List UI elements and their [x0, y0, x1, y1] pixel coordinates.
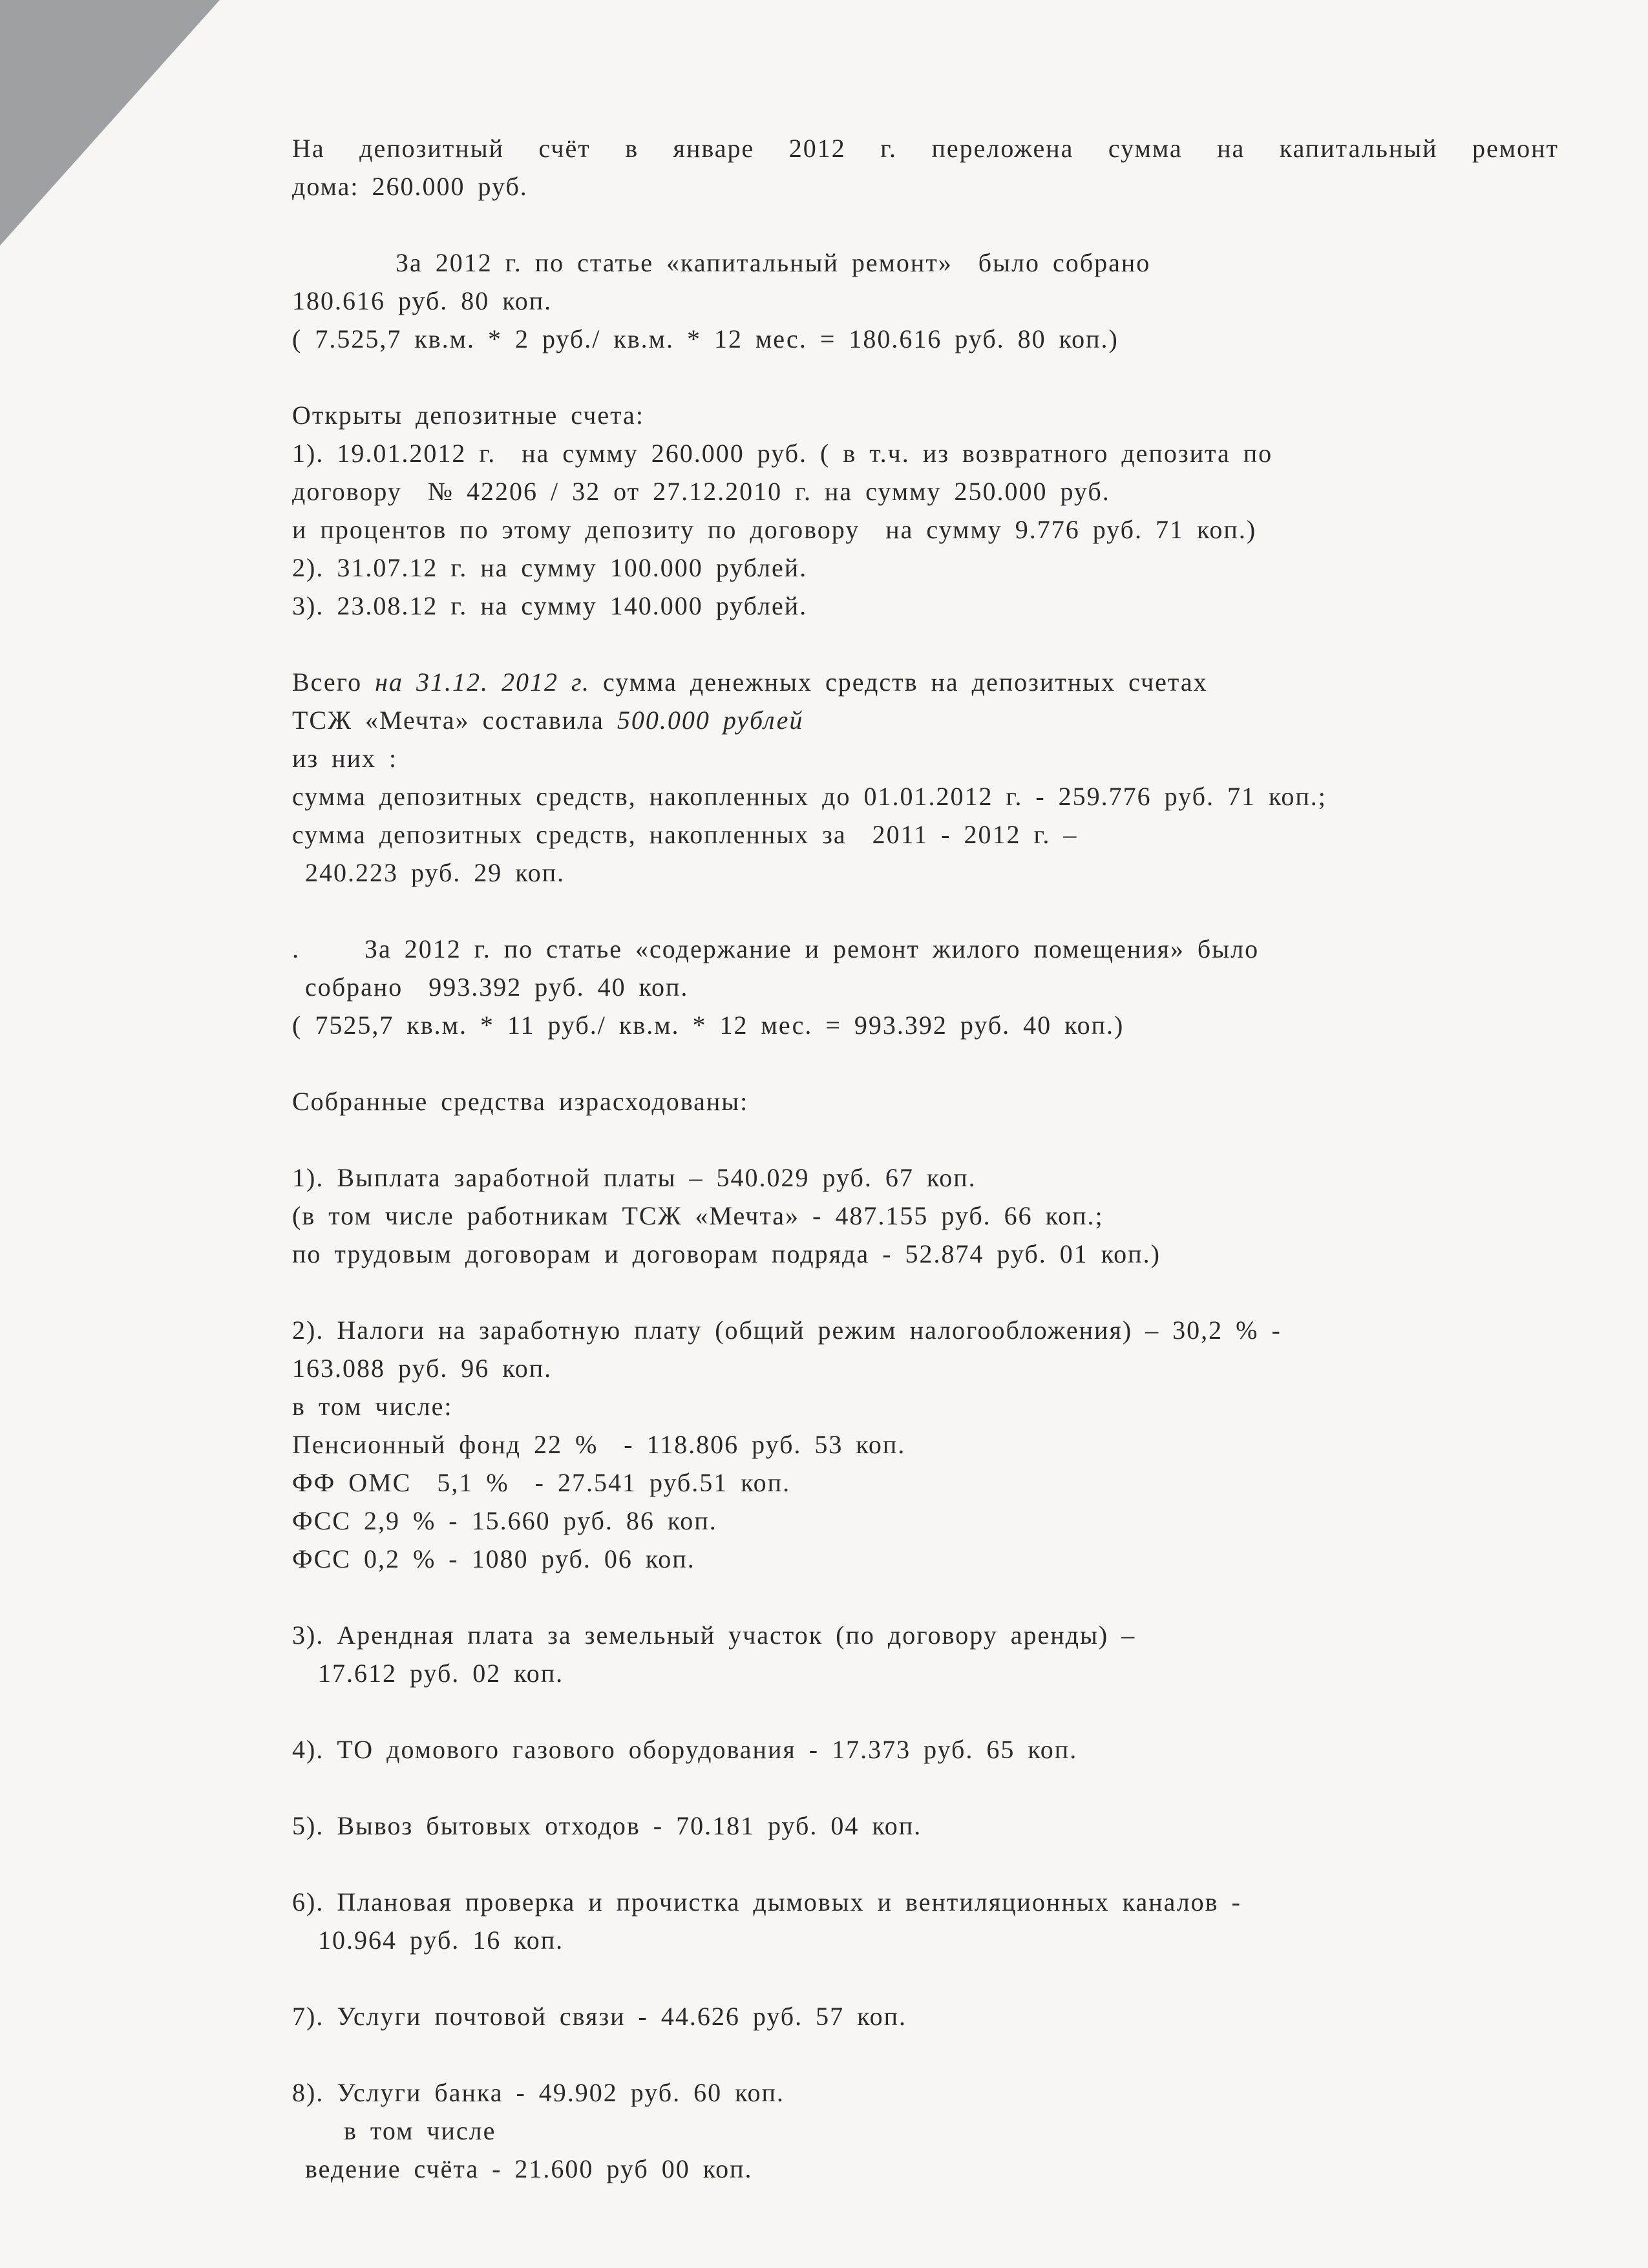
text-segment: ТСЖ «Мечта» составила	[292, 706, 617, 735]
text-segment: 1). 19.01.2012 г. на сумму 260.000 руб. ( в т.ч. из возвратного депозита по	[292, 439, 1273, 468]
text-segment: Пенсионный фонд 22 % - 118.806 руб. 53 коп.	[292, 1430, 906, 1459]
text-line	[292, 1349, 1559, 1387]
text-line	[292, 1540, 1559, 1578]
text-line	[292, 1311, 1559, 1349]
text-line	[292, 1006, 1559, 1044]
blank-line	[292, 2035, 1559, 2074]
text-segment: 2). 31.07.12 г. на сумму 100.000 рублей.	[292, 553, 808, 582]
text-line	[292, 815, 1559, 854]
text-line	[292, 968, 1559, 1006]
text-segment: дома: 260.000 руб.	[292, 172, 528, 201]
text-segment: в том числе	[292, 2116, 496, 2145]
text-line	[292, 1654, 1559, 1692]
text-line	[292, 2150, 1559, 2188]
text-segment: 5). Вывоз бытовых отходов - 70.181 руб. 04 коп.	[292, 1811, 922, 1840]
blank-line	[292, 1120, 1559, 1159]
text-line	[292, 167, 1559, 205]
text-segment: и процентов по этому депозиту по договору на сумму 9.776 руб. 71 коп.)	[292, 515, 1257, 544]
text-segment: ( 7.525,7 кв.м. * 2 руб./ кв.м. * 12 мес. = 180.616 руб. 80 коп.)	[292, 324, 1119, 353]
text-segment: ФСС 0,2 % - 1080 руб. 06 коп.	[292, 1544, 695, 1573]
text-line	[292, 854, 1559, 892]
blank-line	[292, 1273, 1559, 1311]
text-line	[292, 244, 1559, 282]
text-segment: сумма депозитных средств, накопленных до 01.01.2012 г. - 259.776 руб. 71 коп.;	[292, 782, 1327, 811]
text-segment: 180.616 руб. 80 коп.	[292, 286, 553, 315]
text-segment: 7). Услуги почтовой связи - 44.626 руб. 57 коп.	[292, 2002, 907, 2031]
text-line	[292, 1616, 1559, 1654]
text-segment: 3). Арендная плата за земельный участок (по договору аренды) –	[292, 1621, 1136, 1650]
text-line	[292, 1387, 1559, 1425]
blank-line	[292, 625, 1559, 663]
folded-corner-shadow	[0, 0, 220, 246]
text-segment: ФФ ОМС 5,1 % - 27.541 руб.51 коп.	[292, 1468, 791, 1497]
text-segment: ( 7525,7 кв.м. * 11 руб./ кв.м. * 12 мес. = 993.392 руб. 40 коп.)	[292, 1011, 1125, 1040]
blank-line	[292, 1044, 1559, 1082]
text-segment: ведение счёта - 21.600 руб 00 коп.	[292, 2154, 753, 2183]
text-line	[292, 1997, 1559, 2035]
blank-line	[292, 1845, 1559, 1883]
text-segment: 2). Налоги на заработную плату (общий режим налогообложения) – 30,2 % -	[292, 1316, 1282, 1345]
text-segment: . За 2012 г. по статье «содержание и ремонт жилого помещения» было	[292, 934, 1260, 963]
text-line	[292, 2074, 1559, 2112]
text-line	[292, 587, 1559, 625]
text-segment: из них :	[292, 744, 398, 773]
text-segment: в том числе:	[292, 1392, 453, 1421]
text-line	[292, 1883, 1559, 1921]
italic-text: 500.000 рублей	[617, 706, 804, 735]
text-line	[292, 510, 1559, 549]
blank-line	[292, 358, 1559, 396]
text-segment: Собранные средства израсходованы:	[292, 1087, 749, 1116]
text-line	[292, 472, 1559, 510]
text-line	[292, 930, 1559, 968]
text-segment: 163.088 руб. 96 коп.	[292, 1354, 553, 1383]
text-segment: 4). ТО домового газового оборудования - 17.373 руб. 65 коп.	[292, 1735, 1078, 1764]
blank-line	[292, 1769, 1559, 1807]
blank-line	[292, 892, 1559, 930]
blank-line	[292, 205, 1559, 244]
text-segment: сумма денежных средств на депозитных счетах	[590, 667, 1208, 697]
blank-line	[292, 1959, 1559, 1997]
text-segment: собрано 993.392 руб. 40 коп.	[292, 972, 689, 1002]
text-segment: 17.612 руб. 02 коп.	[292, 1659, 564, 1688]
text-line	[292, 1235, 1559, 1273]
text-segment: 240.223 руб. 29 коп.	[292, 858, 565, 887]
text-segment: 10.964 руб. 16 коп.	[292, 1926, 564, 1955]
text-line	[292, 549, 1559, 587]
text-segment: ФСС 2,9 % - 15.660 руб. 86 коп.	[292, 1506, 717, 1535]
text-segment: 3). 23.08.12 г. на сумму 140.000 рублей.	[292, 591, 808, 620]
text-line	[292, 739, 1559, 777]
text-line	[292, 396, 1559, 434]
text-line	[292, 434, 1559, 472]
document-body	[292, 129, 1559, 2188]
text-segment: 6). Плановая проверка и прочистка дымовых и вентиляционных каналов -	[292, 1887, 1241, 1916]
text-segment: Всего	[292, 667, 375, 697]
blank-line	[292, 1692, 1559, 1730]
text-line	[292, 1807, 1559, 1845]
text-line	[292, 1159, 1559, 1197]
text-line	[292, 1425, 1559, 1464]
text-segment: 1). Выплата заработной платы – 540.029 руб. 67 коп.	[292, 1163, 977, 1192]
text-line	[292, 129, 1559, 167]
text-segment: На депозитный счёт в январе 2012 г. переложена сумма на капитальный ремонт	[292, 134, 1559, 163]
text-line	[292, 1464, 1559, 1502]
text-segment: сумма депозитных средств, накопленных за 2011 - 2012 г. –	[292, 820, 1078, 849]
text-segment: Открыты депозитные счета:	[292, 401, 644, 430]
text-segment: по трудовым договорам и договорам подряда - 52.874 руб. 01 коп.)	[292, 1239, 1161, 1268]
text-segment: За 2012 г. по статье «капитальный ремонт» было собрано	[292, 248, 1151, 277]
italic-text: на 31.12. 2012 г.	[375, 667, 591, 697]
text-line	[292, 777, 1559, 815]
text-segment: 8). Услуги банка - 49.902 руб. 60 коп.	[292, 2078, 785, 2107]
text-segment: договору № 42206 / 32 от 27.12.2010 г. на сумму 250.000 руб.	[292, 477, 1110, 506]
text-line	[292, 1502, 1559, 1540]
text-line	[292, 663, 1559, 701]
text-line	[292, 701, 1559, 739]
text-line	[292, 1921, 1559, 1959]
text-line	[292, 1082, 1559, 1120]
text-line	[292, 1730, 1559, 1769]
text-line	[292, 320, 1559, 358]
text-line	[292, 282, 1559, 320]
text-line	[292, 1197, 1559, 1235]
text-line	[292, 2112, 1559, 2150]
text-segment: (в том числе работникам ТСЖ «Мечта» - 487.155 руб. 66 коп.;	[292, 1201, 1104, 1230]
blank-line	[292, 1578, 1559, 1616]
